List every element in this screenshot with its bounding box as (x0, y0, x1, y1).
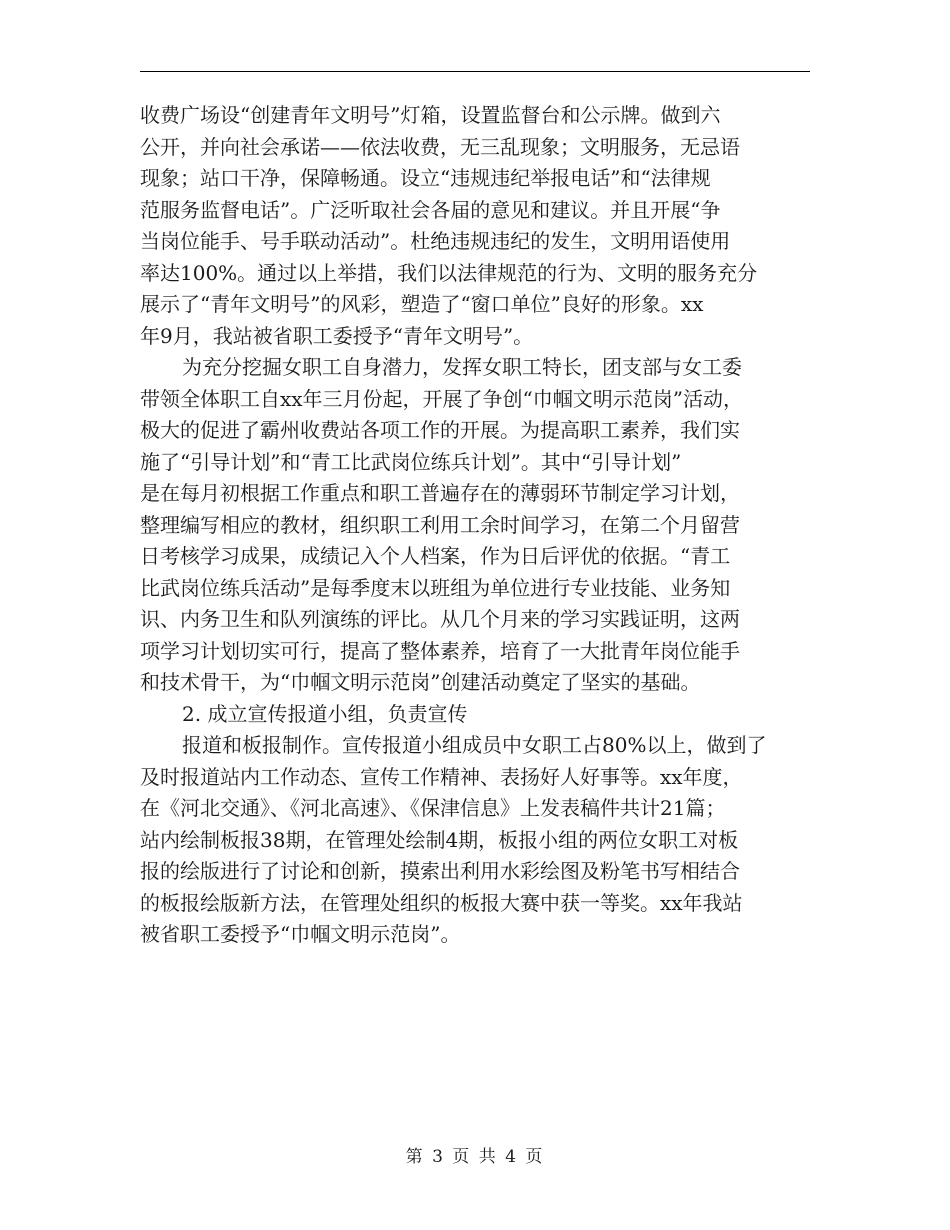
text-line: 当岗位能手、号手联动活动”。杜绝违规违纪的发生，文明用语使用 (140, 229, 731, 253)
text-line: 范服务监督电话”。广泛听取社会各届的意见和建议。并且开展“争 (140, 197, 721, 222)
text-line: 带领全体职工自xx年三月份起，开展了争创“巾帼文明示范岗”活动， (140, 386, 744, 411)
text-line: 及时报道站内工作动态、宣传工作精神、表扬好人好事等。xx年度， (140, 764, 743, 789)
text-line: 识、内务卫生和队列演练的评比。从几个月来的学习实践证明，这两 (140, 607, 740, 631)
text-line: 被省职工委授予“巾帼文明示范岗”。 (140, 922, 461, 946)
text-line: 比武岗位练兵活动”是每季度末以班组为单位进行专业技能、业务知 (140, 575, 731, 600)
page-footer: 第 3 页 共 4 页 (405, 1147, 545, 1167)
document-body (140, 100, 810, 951)
text-line: 项学习计划切实可行，提高了整体素养，培育了一大批青年岗位能手 (140, 638, 740, 663)
text-line: 公开，并向社会承诺——依法收费，无三乱现象；文明服务，无忌语 (140, 134, 740, 159)
text-line: 报道和板报制作。宣传报道小组成员中女职工占80%以上，做到了 (182, 733, 767, 757)
text-line: 站内绘制板报38期，在管理处绘制4期，板报小组的两位女职工对板 (140, 827, 739, 852)
text-line: 整理编写相应的教材，组织职工利用工余时间学习，在第二个月留营 (140, 512, 740, 537)
text-line: 展示了“青年文明号”的风彩，塑造了“窗口单位”良好的形象。xx (140, 292, 704, 316)
text-line: 报的绘版进行了讨论和创新，摸索出利用水彩绘图及粉笔书写相结合 (140, 859, 740, 883)
header-rule (140, 71, 810, 72)
text-line: 年9月，我站被省职工委授予“青年文明号”。 (140, 323, 534, 348)
text-line: 的板报绘版新方法，在管理处组织的板报大赛中获一等奖。xx年我站 (140, 890, 743, 915)
text-line: 施了“引导计划”和“青工比武岗位练兵计划”。其中“引导计划” (140, 449, 682, 474)
text-line: 2. 成立宣传报道小组，负责宣传 (182, 701, 468, 726)
text-line: 日考核学习成果，成绩记入个人档案，作为日后评优的依据。“青工 (140, 544, 731, 568)
text-line: 在《河北交通》、《河北高速》、《保津信息》上发表稿件共计21篇； (140, 796, 726, 820)
text-line: 收费广场设“创建青年文明号”灯箱，设置监督台和公示牌。做到六 (140, 103, 721, 127)
text-line: 为充分挖掘女职工自身潜力，发挥女职工特长，团支部与女工委 (182, 355, 742, 379)
text-line: 是在每月初根据工作重点和职工普遍存在的薄弱环节制定学习计划， (140, 481, 740, 505)
text-line: 现象；站口干净，保障畅通。设立“违规违纪举报电话”和“法律规 (140, 166, 711, 190)
text-line: 和技术骨干，为“巾帼文明示范岗”创建活动奠定了坚实的基础。 (140, 670, 701, 694)
text-line: 极大的促进了霸州收费站各项工作的开展。为提高职工素养，我们实 (140, 418, 740, 442)
text-line: 率达100%。通过以上举措，我们以法律规范的行为、文明的服务充分 (140, 260, 758, 285)
